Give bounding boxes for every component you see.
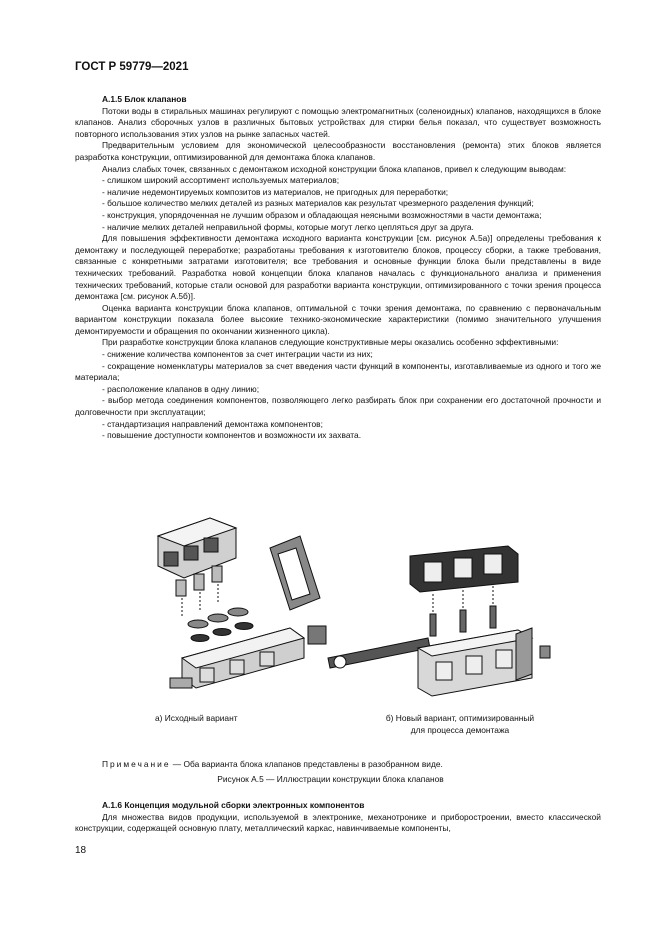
paragraph: При разработке конструкции блока клапанов следующие конструктивные меры оказались особенно эффективными: [102, 337, 559, 348]
page-number: 18 [75, 845, 87, 856]
list-item: - наличие мелких деталей неправильной формы, которые могут легко цепляться друг за друга. [102, 221, 474, 232]
section-heading: А.1.5 Блок клапанов [102, 94, 187, 104]
original-valve-block-illustration [140, 508, 340, 704]
optimized-valve-block-illustration [318, 538, 554, 704]
paragraph: Для повышения эффективности демонтажа исходного варианта конструкции [см. рисунок А.5а)] определены требования к демонтажу и последующей переработке; разработаны требования к изготовителю блоков, процессу сборки, а также требования, связанные с конкретными затратами изготовителя; все требования и основные функции блока были представлены в виде технических требований. Разработка новой концепции блока клапанов началась с функционального анализа и применения технических требований, которые стали основой для разработки варианта конструкции, оптимизированного с точки зрения процесса демонтажа [см. рисунок А.5б)]. [75, 233, 601, 302]
list-item: - конструкция, упорядоченная не лучшим образом и обладающая неясными возможностями в части демонтажа; [102, 209, 542, 220]
caption-b-line2: для процесса демонтажа [410, 724, 510, 735]
section-heading: А.1.6 Концепция модульной сборки электронных компонентов [102, 800, 365, 810]
list-item: - расположение клапанов в одну линию; [102, 383, 260, 394]
list-item: - сокращение номенклатуры материалов за счет введения части функций в компоненты, изготавливаемые из одного и того же материала; [75, 360, 601, 383]
figure-note [102, 759, 443, 769]
list-item: - большое количество мелких деталей из разных материалов как результат чрезмерного разделения функций; [102, 198, 534, 209]
paragraph: Предварительным условием для экономической целесообразности восстановления (ремонта) этих блоков является разработка конструкции, оптимизированной для демонтажа блока клапанов. [75, 140, 601, 162]
list-item: - слишком широкий ассортимент используемых материалов; [102, 175, 340, 186]
paragraph: Потоки воды в стиральных машинах регулируют с помощью электромагнитных (соленоидных) клапанов, находящихся в блоке клапанов. Анализ сборочных узлов в различных бытовых устройствах для стирки белья показал, что существует возможность повторного использования этих узлов на рынке запасных частей. [75, 105, 601, 139]
caption-b [360, 713, 560, 736]
list-item: - стандартизация направлений демонтажа компонентов; [102, 418, 323, 429]
section-a16 [75, 800, 601, 835]
note-label: Примечание [102, 759, 171, 769]
paragraph: Анализ слабых точек, связанных с демонтажом исходной конструкции блока клапанов, привел к следующим выводам: [102, 163, 567, 174]
list-item: - повышение доступности компонентов и возможности их захвата. [102, 430, 362, 441]
caption-a: а) Исходный вариант [155, 713, 238, 723]
document-header: ГОСТ Р 59779—2021 [75, 61, 189, 73]
paragraph: Оценка варианта конструкции блока клапанов, оптимальной с точки зрения демонтажа, по сравнению с первоначальным вариантом конструкции показала более высокие технико-экономические характеристики (помимо значительного улучшения демонтируемости и обращения по окончании жизненного цикла). [75, 302, 601, 336]
caption-b-line1: б) Новый вариант, оптимизированный [385, 713, 535, 723]
section-a15 [75, 94, 601, 442]
list-item: - снижение количества компонентов за счет интеграции части из них; [102, 349, 373, 360]
figure-caption: Рисунок А.5 — Иллюстрации конструкции блока клапанов [217, 774, 444, 784]
list-item: - наличие недемонтируемых композитов из материалов, не пригодных для переработки; [102, 186, 449, 197]
note-text: — Оба варианта блока клапанов представлены в разобранном виде. [170, 759, 443, 769]
list-item: - выбор метода соединения компонентов, позволяющего легко разбирать блок при сохранении его достаточной прочности и долговечности при эксплуатации; [75, 395, 601, 418]
paragraph: Для множества видов продукции, используемой в электронике, механотронике и приборостроении, вместо классической конструкции, содержащей основную плату, металлический каркас, навинчиваемые компоненты, [75, 811, 601, 834]
